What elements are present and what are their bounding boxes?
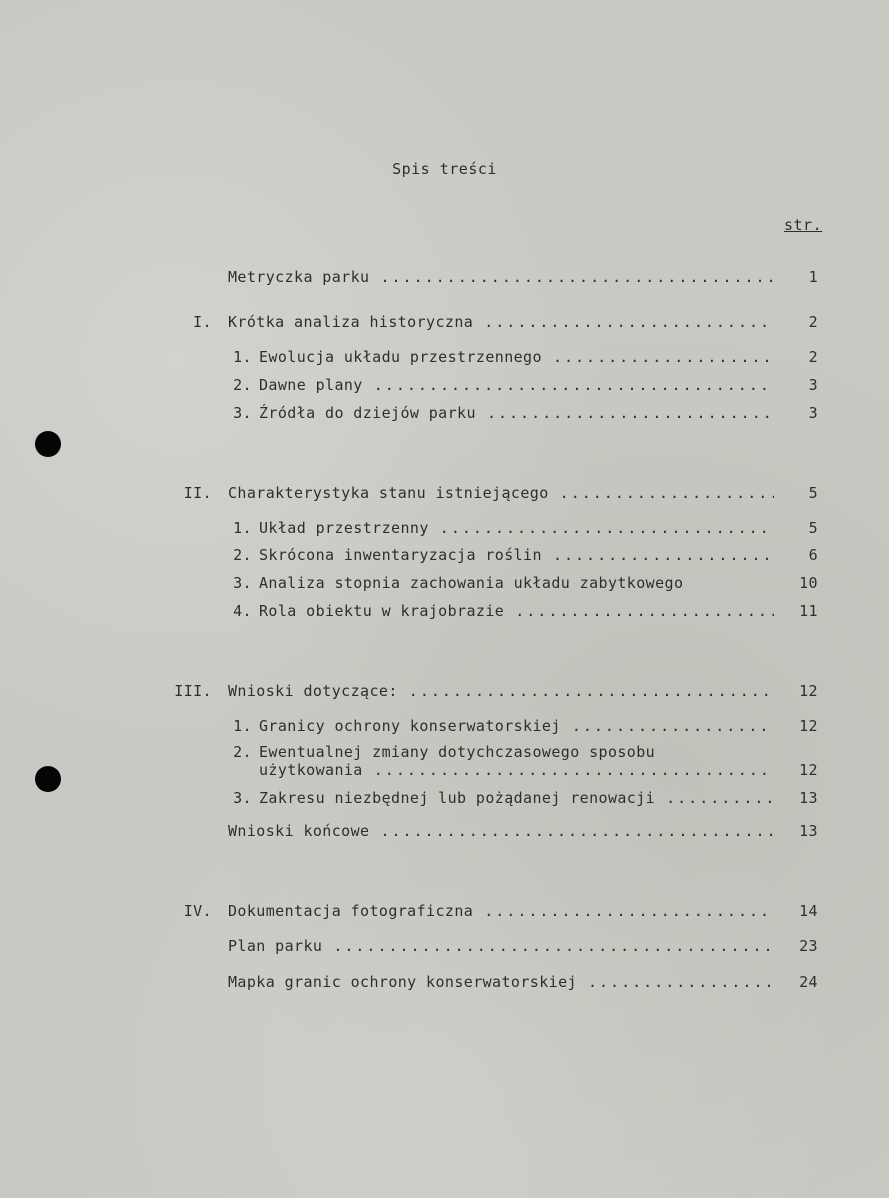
- toc-entry-text: Charakterystyka stanu istniejącego .....: [228, 484, 774, 502]
- toc-subentry: [0, 574, 889, 596]
- toc-entry-page: 5: [808, 484, 818, 502]
- toc-subentry: [0, 376, 889, 398]
- toc-entry-page: 2: [808, 348, 818, 366]
- toc-entry-conclusions: [0, 822, 889, 844]
- toc-entry-text: Granicy ochrony konserwatorskiej .....: [259, 717, 774, 735]
- punch-hole-top: [35, 431, 61, 457]
- toc-entry-page: 12: [799, 717, 818, 735]
- toc-entry-page: 1: [808, 268, 818, 286]
- toc-entry-text: Rola obiektu w krajobrazie .....: [259, 602, 774, 620]
- toc-subentry-continued: [0, 761, 889, 783]
- toc-entry-page: 3: [808, 404, 818, 422]
- subentry-index: 4.: [233, 602, 252, 620]
- toc-subentry: [0, 602, 889, 624]
- toc-entry-page: 10: [799, 574, 818, 592]
- toc-entry-page: 12: [799, 761, 818, 779]
- subentry-index: 2.: [233, 743, 252, 761]
- toc-entry-text: Dokumentacja fotograficzna .....: [228, 902, 774, 920]
- toc-entry-page: 13: [799, 789, 818, 807]
- toc-entry-text: Wnioski końcowe .....: [228, 822, 774, 840]
- subentry-index: 3.: [233, 404, 252, 422]
- toc-entry-text: Metryczka parku .....: [228, 268, 774, 286]
- toc-subentry: [0, 404, 889, 426]
- toc-entry-page: 5: [808, 519, 818, 537]
- toc-subentry: [0, 789, 889, 811]
- subentry-index: 3.: [233, 789, 252, 807]
- toc-entry-page: 6: [808, 546, 818, 564]
- toc-entry-page: 24: [799, 973, 818, 991]
- subentry-index: 1.: [233, 717, 252, 735]
- section-number: I.: [193, 313, 212, 331]
- toc-section-4: [0, 902, 889, 924]
- toc-entry-page: 12: [799, 682, 818, 700]
- toc-subentry: [0, 519, 889, 541]
- subentry-index: 2.: [233, 376, 252, 394]
- toc-entry-map: [0, 973, 889, 995]
- toc-section-3: [0, 682, 889, 704]
- toc-subentry: [0, 348, 889, 370]
- toc-entry-text: Wnioski dotyczące: .....: [228, 682, 774, 700]
- subentry-index: 3.: [233, 574, 252, 592]
- subentry-index: 1.: [233, 348, 252, 366]
- toc-entry-text: Ewolucja układu przestrzennego .....: [259, 348, 774, 366]
- toc-section-1: [0, 313, 889, 335]
- section-number: II.: [183, 484, 212, 502]
- subentry-index: 1.: [233, 519, 252, 537]
- page-title: Spis treści: [392, 160, 497, 178]
- toc-entry-text: Analiza stopnia zachowania układu zabytkowego: [259, 574, 684, 592]
- subentry-index: 2.: [233, 546, 252, 564]
- toc-entry-page: 14: [799, 902, 818, 920]
- toc-section-2: [0, 484, 889, 506]
- toc-entry-page: 11: [799, 602, 818, 620]
- toc-entry-intro: [0, 268, 889, 290]
- section-number: III.: [174, 682, 212, 700]
- toc-entry-text: Skrócona inwentaryzacja roślin .....: [259, 546, 774, 564]
- toc-entry-text: Ewentualnej zmiany dotychczasowego sposobu: [259, 743, 656, 761]
- toc-subentry: [0, 546, 889, 568]
- toc-entry-text: Mapka granic ochrony konserwatorskiej .....: [228, 973, 774, 991]
- toc-entry-text: Źródła do dziejów parku .....: [259, 404, 774, 422]
- toc-subentry: [0, 717, 889, 739]
- toc-entry-text-continued: użytkowania .....: [259, 761, 774, 779]
- toc-entry-plan: [0, 937, 889, 959]
- toc-entry-text: Krótka analiza historyczna .....: [228, 313, 774, 331]
- toc-entry-page: 13: [799, 822, 818, 840]
- toc-entry-page: 23: [799, 937, 818, 955]
- page-column-label: str.: [784, 216, 823, 234]
- toc-entry-text: Zakresu niezbędnej lub pożądanej renowacji .....: [259, 789, 774, 807]
- toc-entry-text: Plan parku .....: [228, 937, 774, 955]
- toc-entry-page: 2: [808, 313, 818, 331]
- section-number: IV.: [183, 902, 212, 920]
- toc-entry-text: Dawne plany .....: [259, 376, 774, 394]
- toc-entry-page: 3: [808, 376, 818, 394]
- toc-entry-text: Układ przestrzenny .....: [259, 519, 774, 537]
